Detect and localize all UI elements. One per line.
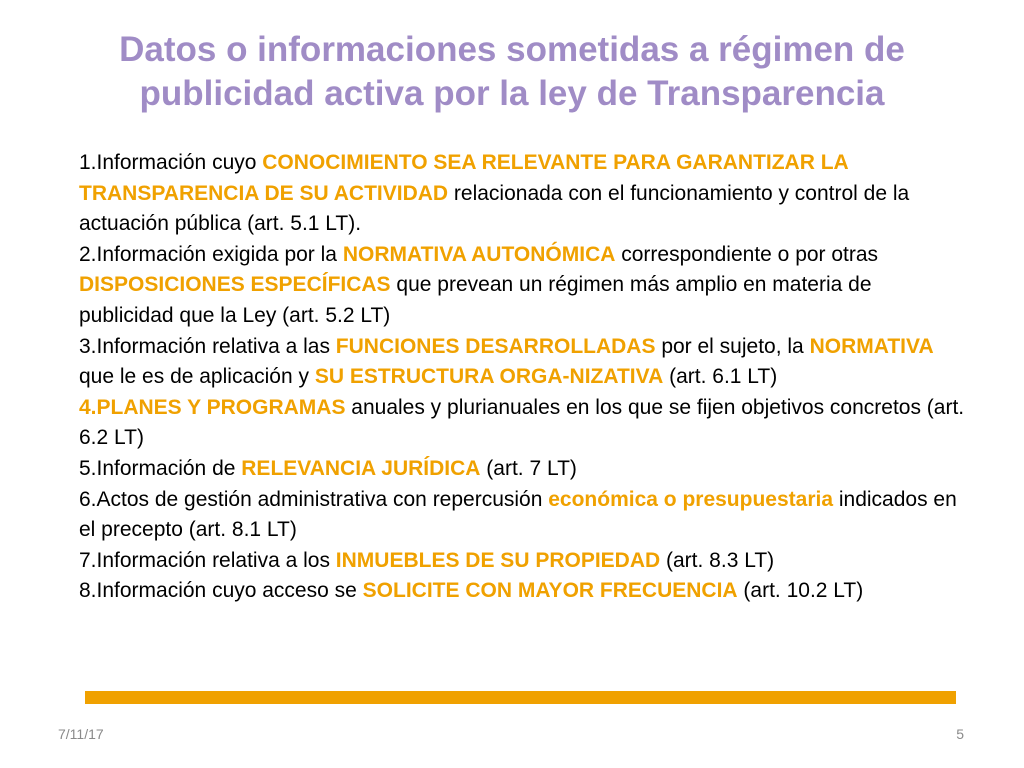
orange-divider-bar — [85, 691, 956, 704]
list-item-1 — [79, 148, 969, 240]
highlighted-text: INMUEBLES DE SU PROPIEDAD — [335, 548, 661, 572]
item-text: 5.Información de — [79, 456, 242, 480]
highlighted-text: CONOCIMIENTO SEA RELEVANTE PARA GARANTIZAR LA TRANSPARENCIA DE SU ACTIVIDAD — [79, 151, 848, 205]
slide-title-line-2: publicidad activa por la ley de Transparencia — [139, 74, 885, 113]
highlighted-text: FUNCIONES DESARROLLADAS — [335, 334, 656, 358]
highlighted-text: DISPOSICIONES ESPECÍFICAS — [79, 273, 391, 297]
list-item-5 — [79, 454, 969, 485]
item-list — [79, 148, 969, 607]
item-text: 3.Información relativa a las — [79, 334, 336, 358]
highlighted-text: 4.PLANES Y PROGRAMAS — [79, 395, 346, 419]
highlighted-text: SU ESTRUCTURA ORGA-NIZATIVA — [314, 365, 664, 389]
item-text: (art. 8.3 LT) — [660, 548, 775, 572]
item-text: que le es de aplicación y — [79, 365, 315, 389]
list-item-2 — [79, 240, 969, 332]
item-text: 2.Información exigida por la — [79, 242, 343, 266]
item-text: 1.Información cuyo — [79, 151, 263, 174]
list-item-7 — [79, 546, 969, 577]
footer-page-number: 5 — [956, 726, 964, 742]
list-item-4 — [79, 393, 969, 454]
item-text: (art. 10.2 LT) — [737, 579, 864, 603]
slide-title-line-1: Datos o informaciones sometidas a régimen de — [119, 30, 905, 69]
item-text: 6.Actos de gestión administrativa con repercusión — [79, 487, 549, 511]
item-text: (art. 6.1 LT) — [663, 365, 778, 389]
item-text: 8.Información cuyo acceso se — [79, 579, 363, 603]
item-text: correspondiente o por otras — [615, 242, 879, 266]
slide-title — [40, 28, 984, 116]
list-item-8 — [79, 576, 969, 607]
item-text: 7.Información relativa a los — [79, 548, 336, 572]
highlighted-text: NORMATIVA AUTONÓMICA — [342, 242, 616, 266]
list-item-6 — [79, 485, 969, 546]
item-text: anuales y plurianuales en los que se fijen objetivos concretos (art. 6.2 LT) — [79, 395, 965, 450]
item-text: relacionada con el funcionamiento y control de la actuación pública (art. 5.1 LT). — [79, 181, 910, 236]
list-item-3 — [79, 332, 969, 393]
footer-date: 7/11/17 — [58, 726, 104, 742]
item-text: indicados en el precepto (art. 8.1 LT) — [79, 487, 957, 542]
item-text: (art. 7 LT) — [480, 456, 577, 480]
highlighted-text: RELEVANCIA JURÍDICA — [241, 456, 481, 480]
item-text: que prevean un régimen más amplio en materia de publicidad que la Ley (art. 5.2 LT) — [79, 273, 872, 327]
highlighted-text: NORMATIVA — [809, 334, 934, 358]
item-text: por el sujeto, la — [655, 334, 810, 358]
highlighted-text: SOLICITE CON MAYOR FRECUENCIA — [362, 579, 738, 603]
highlighted-text: económica o presupuestaria — [548, 487, 834, 511]
